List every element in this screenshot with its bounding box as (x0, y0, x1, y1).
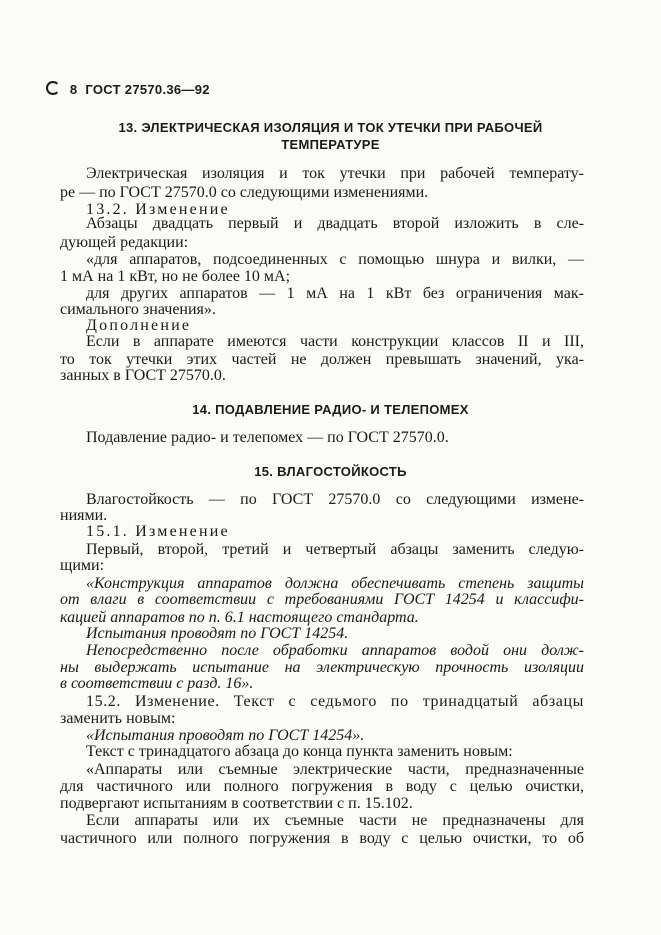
paragraph: Абзацы двадцать первый и двадцать второй изложить в сле- (86, 215, 584, 232)
addition-heading: Дополнение (86, 317, 192, 334)
paragraph-cont: дующей редакции: (60, 234, 189, 251)
italic-quote: кацией аппаратов по п. 6.1 настоящего стандарта. (60, 609, 419, 626)
paragraph-cont: занных в ГОСТ 27570.0. (60, 367, 226, 384)
paragraph: Влагостойкость — по ГОСТ 27570.0 со следующими измене- (86, 491, 584, 508)
section-14-title: 14. ПОДАВЛЕНИЕ РАДИО- И ТЕЛЕПОМЕХ (192, 402, 469, 417)
paragraph-cont: заменить новым: (60, 710, 176, 727)
quote-line: подвергают испытаниям в соответствии с п. 15.102. (60, 795, 413, 812)
subsection-15-2-text: 15.2. Изменение. Текст с седьмого по тринадцатый абзацы (86, 693, 584, 710)
quote-line: «Аппараты или съемные электрические части, предназначенные (86, 761, 584, 778)
quote-line: для других аппаратов — 1 мА на 1 кВт без ограничения мак- (86, 285, 584, 302)
paragraph-cont: ниями. (60, 507, 108, 524)
subsection-15-1: 15.1. Изменение (86, 523, 230, 540)
italic-quote: «Конструкция аппаратов должна обеспечивать степень защиты (86, 575, 584, 592)
italic-quote: ны выдержать испытание на электрическую прочность изоляции (60, 659, 584, 676)
paragraph: Подавление радио- и телепомех — по ГОСТ 27570.0. (86, 429, 449, 446)
italic-quote: Непосредственно после обработки аппаратов водой они долж- (86, 642, 584, 659)
paragraph-cont: то ток утечки этих частей не должен превышать значений, ука- (60, 351, 584, 368)
italic-quote: Испытания проводят по ГОСТ 14254. (86, 625, 349, 642)
quote-line: «для аппаратов, подсоединенных с помощью шнура и вилки, — (86, 251, 584, 268)
paragraph: Первый, второй, третий и четвертый абзацы заменить следую- (86, 541, 584, 558)
section-13-title-cont: ТЕМПЕРАТУРЕ (281, 137, 380, 152)
section-15-title: 15. ВЛАГОСТОЙКОСТЬ (254, 464, 407, 479)
italic-quote: от влаги в соответствии с требованиями ГОСТ 14254 и классифи- (60, 591, 584, 608)
paragraph-cont: щими: (60, 557, 105, 574)
paragraph: Текст с тринадцатого абзаца до конца пункта заменить новым: (86, 743, 513, 760)
copyright-c-icon (46, 81, 60, 95)
section-13-title: 13. ЭЛЕКТРИЧЕСКАЯ ИЗОЛЯЦИЯ И ТОК УТЕЧКИ ПРИ РАБОЧЕЙ (118, 120, 543, 135)
paragraph-cont: частичного или полного погружения в воду с целью очистки, то об (60, 830, 584, 847)
paragraph: Если в аппарате имеются части конструкции классов II и III, (86, 333, 584, 350)
page-header (46, 80, 210, 99)
subsection-13-2: 13.2. Изменение (86, 201, 230, 218)
page-number: 8 (69, 82, 78, 97)
paragraph: Если аппараты или их съемные части не предназначены для (86, 812, 584, 829)
quote-line: симального значения». (60, 301, 216, 318)
italic-quote: в соответствии с разд. 16». (60, 675, 254, 692)
paragraph-cont: ре — по ГОСТ 27570.0 со следующими изменениями. (60, 184, 429, 201)
quote-line: 1 мА на 1 кВт, но не более 10 мА; (60, 268, 291, 285)
standard-number: ГОСТ 27570.36—92 (85, 82, 210, 97)
italic-quote: «Испытания проводят по ГОСТ 14254». (86, 727, 365, 744)
quote-line: для частичного или полного погружения в воду с целью очистки, (60, 778, 584, 795)
paragraph: Электрическая изоляция и ток утечки при рабочей температу- (86, 165, 584, 182)
